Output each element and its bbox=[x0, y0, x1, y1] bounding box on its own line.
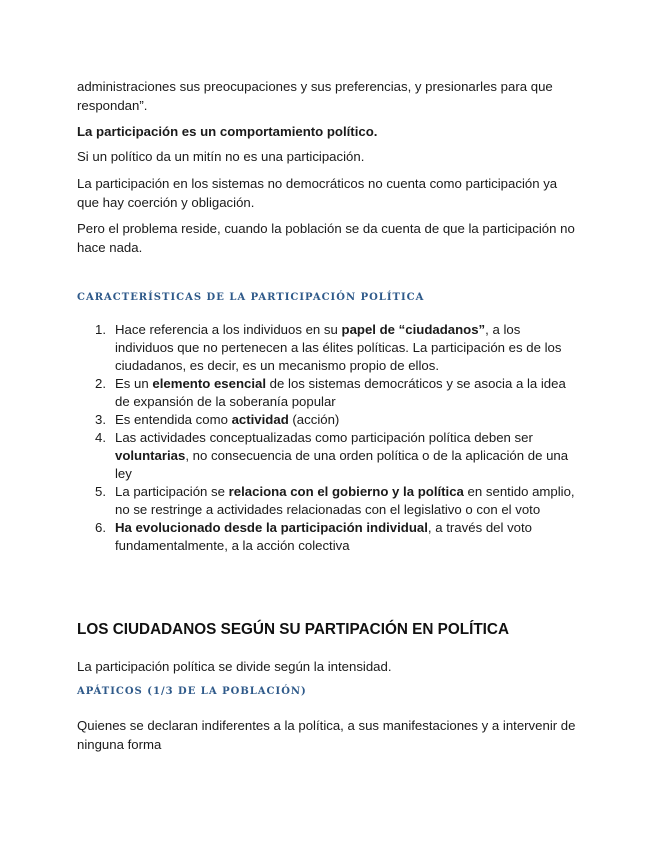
list-item bbox=[77, 519, 577, 555]
list-item-emphasis: relaciona con el gobierno y la política bbox=[228, 484, 464, 499]
paragraph-statement: La participación es un comportamiento político. bbox=[77, 124, 378, 139]
paragraph-problem: Pero el problema reside, cuando la población se da cuenta de que la participación no hace nada. bbox=[77, 221, 575, 255]
list-item-text: de los sistemas democráticos y se asocia a la idea de expansión de la soberanía popular bbox=[115, 376, 566, 409]
characteristics-list bbox=[77, 321, 577, 555]
list-item-text: Hace referencia a los individuos en su bbox=[115, 322, 342, 337]
list-item bbox=[77, 321, 577, 375]
paragraph-mitin: Si un político da un mitín no es una participación. bbox=[77, 149, 365, 164]
list-item bbox=[77, 411, 577, 429]
list-item-number: 3. bbox=[95, 412, 106, 427]
list-item bbox=[77, 375, 577, 411]
list-item-emphasis: actividad bbox=[231, 412, 289, 427]
list-item-number: 6. bbox=[95, 520, 106, 535]
list-item-emphasis: voluntarias bbox=[115, 448, 186, 463]
list-item-text: en sentido amplio, no se restringe a actividades relacionadas con el legislativo o con el voto bbox=[115, 484, 575, 517]
list-item-emphasis: elemento esencial bbox=[152, 376, 267, 391]
list-item-text: Es entendida como bbox=[115, 412, 232, 427]
paragraph-intro: administraciones sus preocupaciones y sus preferencias, y presionarles para que respondan”. bbox=[77, 79, 553, 113]
list-item-number: 1. bbox=[95, 322, 106, 337]
list-item-text: (acción) bbox=[288, 412, 340, 427]
list-item-text: , a través del voto fundamentalmente, a la acción colectiva bbox=[115, 520, 533, 553]
citizens-heading: LOS CIUDADANOS SEGÚN SU PARTIPACIÓN EN POLÍTICA bbox=[77, 621, 510, 638]
apaticos-heading: APÁTICOS (1/3 DE LA POBLACIÓN) bbox=[77, 686, 307, 697]
apaticos-description: Quienes se declaran indiferentes a la política, a sus manifestaciones y a intervenir de ninguna forma bbox=[77, 718, 576, 752]
list-item bbox=[77, 429, 577, 483]
citizens-intro: La participación política se divide según la intensidad. bbox=[77, 659, 392, 674]
list-item-emphasis: papel de “ciudadanos” bbox=[341, 322, 486, 337]
list-item-number: 5. bbox=[95, 484, 106, 499]
list-item-text: La participación se bbox=[115, 484, 229, 499]
list-item-number: 4. bbox=[95, 430, 106, 445]
list-item-text: Es un bbox=[115, 376, 153, 391]
characteristics-heading: CARACTERÍSTICAS DE LA PARTICIPACIÓN POLÍTICA bbox=[77, 292, 425, 303]
list-item-number: 2. bbox=[95, 376, 106, 391]
paragraph-non-democratic: La participación en los sistemas no democráticos no cuenta como participación ya que hay coerción y obligación. bbox=[77, 176, 558, 210]
list-item-text: , no consecuencia de una orden política o de la aplicación de una ley bbox=[115, 448, 569, 481]
list-item-text: Las actividades conceptualizadas como participación política deben ser bbox=[115, 430, 533, 445]
list-item-emphasis: Ha evolucionado desde la participación individual bbox=[115, 520, 428, 535]
list-item bbox=[77, 483, 577, 519]
list-item-text: , a los individuos que no pertenecen a las élites políticas. La participación es de los ciudadanos, es decir, es un mecanismo propio de ellos. bbox=[115, 322, 562, 373]
